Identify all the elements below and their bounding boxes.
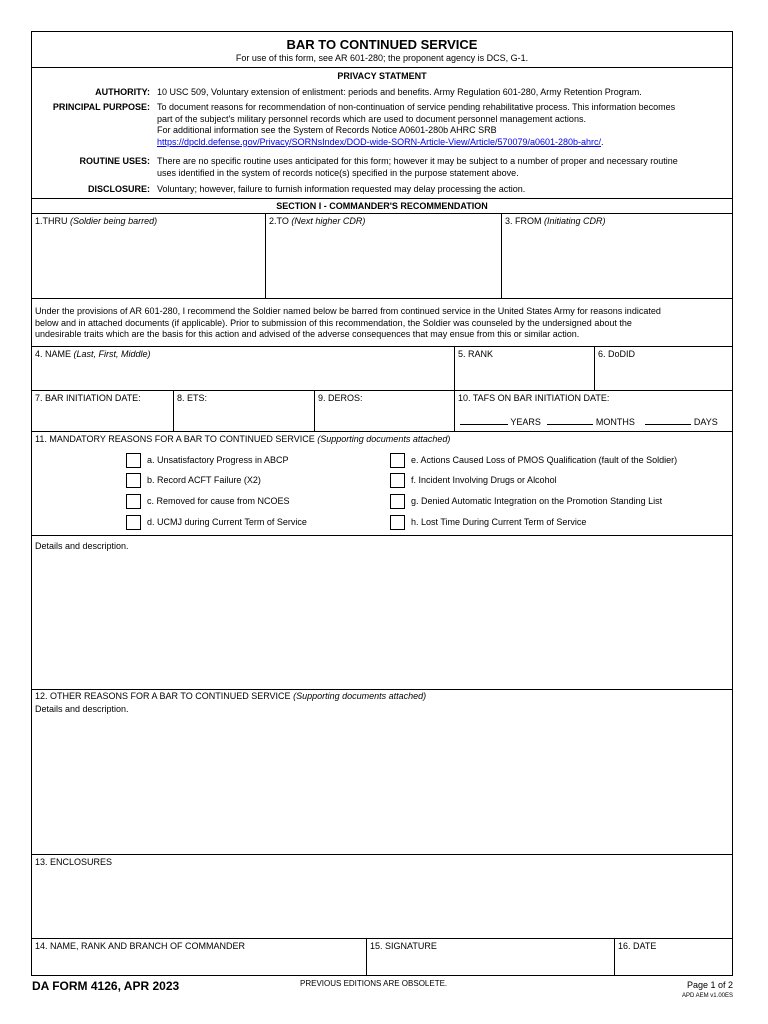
routine-line-2: uses identified in the system of records notice(s) specified in the purpose statement above. [157, 167, 519, 178]
tafs-label: 10. TAFS ON BAR INITIATION DATE: [458, 393, 610, 403]
bar-initiation-date-field[interactable] [32, 391, 173, 431]
reason-b-checkbox[interactable] [126, 473, 141, 488]
version-tag: APD AEM v1.00ES [681, 993, 733, 999]
other-reasons-label: 12. OTHER REASONS FOR A BAR TO CONTINUED SERVICE [35, 691, 291, 701]
from-field[interactable] [501, 214, 732, 298]
to-field[interactable] [265, 214, 501, 298]
tafs-months-input[interactable] [547, 415, 593, 425]
rank-label: 5. RANK [458, 349, 494, 359]
other-reasons-field[interactable] [32, 689, 732, 854]
page-number: Page 1 of 2 [686, 980, 733, 990]
reason-e-label: e. Actions Caused Loss of PMOS Qualification (fault of the Soldier) [411, 455, 678, 465]
form-title: BAR TO CONTINUED SERVICE [286, 37, 478, 52]
routine-uses-label: ROUTINE USES: [79, 156, 150, 166]
thru-hint: (Soldier being barred) [70, 216, 158, 226]
routing-row [32, 213, 732, 298]
from-label: 3. FROM [505, 216, 542, 226]
reason-f-label: f. Incident Involving Drugs or Alcohol [411, 475, 557, 485]
authority-text: 10 USC 509, Voluntary extension of enlistment: periods and benefits. Army Regulation 601-280, Army Retention Program. [157, 87, 642, 97]
tafs-years-input[interactable] [460, 415, 508, 425]
reason-a-label: a. Unsatisfactory Progress in ABCP [147, 455, 289, 465]
purpose-line-1: To document reasons for recommendation of non-continuation of service pending rehabilitative process. This information becomes [157, 102, 676, 112]
authority-label: AUTHORITY: [95, 87, 150, 97]
commander-field[interactable] [32, 939, 366, 975]
mandatory-reasons [32, 431, 732, 535]
signature-label: 15. SIGNATURE [370, 941, 437, 951]
years-label: YEARS [510, 417, 541, 427]
reason-b-label: b. Record ACFT Failure (X2) [147, 475, 261, 485]
disclosure-text: Voluntary; however, failure to furnish information requested may delay processing the action. [157, 184, 526, 194]
from-hint: (Initiating CDR) [544, 216, 606, 226]
name-row [32, 346, 732, 390]
privacy-heading: PRIVACY STATMENT [337, 71, 427, 81]
reason-f-checkbox[interactable] [390, 473, 405, 488]
other-details-label: Details and description. [35, 704, 129, 714]
deros-label: 9. DEROS: [318, 393, 363, 403]
commander-label: 14. NAME, RANK AND BRANCH OF COMMANDER [35, 941, 246, 951]
thru-label: 1.THRU [35, 216, 68, 226]
sorn-link[interactable]: https://dpcld.defense.gov/Privacy/SORNsIndex/DOD-wide-SORN-Article-View/Article/570079/a0601-280b-ahrc/ [157, 136, 602, 147]
details-label: Details and description. [35, 541, 129, 551]
form-subtitle: For use of this form, see AR 601-280; the proponent agency is DCS, G-1. [235, 53, 529, 63]
dodid-label: 6. DoDID [598, 349, 636, 359]
dates-row [32, 390, 732, 431]
tafs-days-input[interactable] [645, 415, 691, 425]
commander-row [32, 938, 732, 975]
section-1-heading: SECTION I - COMMANDER'S RECOMMENDATION [276, 201, 488, 211]
date-field[interactable] [614, 939, 732, 975]
name-field[interactable] [32, 347, 454, 390]
reason-g-label: g. Denied Automatic Integration on the Promotion Standing List [411, 496, 663, 506]
routine-uses-text [157, 156, 724, 179]
other-reasons-hint: (Supporting documents attached) [293, 691, 427, 701]
form-header [32, 32, 732, 67]
deros-field[interactable] [314, 391, 454, 431]
ets-label: 8. ETS: [177, 393, 208, 403]
reason-d-checkbox[interactable] [126, 515, 141, 530]
routine-line-1: There are no specific routine uses anticipated for this form; however it may be subject to a number of proper and necessary routine [157, 156, 678, 166]
purpose-line-3: For additional information see the System of Records Notice A0601-280b AHRC SRB [157, 125, 497, 135]
reason-d-label: d. UCMJ during Current Term of Service [147, 517, 307, 527]
provision-line-3: undesirable traits which are the basis for this action and advised of the adverse consequences that may ensue from this or similar action. [35, 329, 580, 339]
mandatory-hint: (Supporting documents attached) [317, 434, 451, 444]
name-hint: (Last, First, Middle) [73, 349, 151, 359]
reason-g-checkbox[interactable] [390, 494, 405, 509]
signature-field[interactable] [366, 939, 614, 975]
dodid-field[interactable] [594, 347, 732, 390]
provision-line-1: Under the provisions of AR 601-280, I recommend the Soldier named below be barred from continued service in the United States Army for reasons indicated [35, 306, 661, 316]
obsolete-notice: PREVIOUS EDITIONS ARE OBSOLETE. [300, 979, 448, 988]
reason-c-checkbox[interactable] [126, 494, 141, 509]
name-label: 4. NAME [35, 349, 72, 359]
section-1-heading-row [32, 198, 732, 213]
mandatory-details-field[interactable] [32, 535, 732, 689]
date-label: 16. DATE [618, 941, 657, 951]
bar-initiation-date-label: 7. BAR INITIATION DATE: [35, 393, 141, 403]
ets-field[interactable] [173, 391, 314, 431]
disclosure-label: DISCLOSURE: [87, 184, 150, 194]
days-label: DAYS [693, 417, 718, 427]
purpose-label: PRINCIPAL PURPOSE: [52, 102, 150, 112]
provision-line-2: below and in attached documents (if applicable). Prior to submission of this recommendation, the Soldier was counseled by the undersigned about the [35, 317, 632, 328]
reason-h-label: h. Lost Time During Current Term of Service [411, 517, 587, 527]
enclosures-field[interactable] [32, 854, 732, 938]
enclosures-label: 13. ENCLOSURES [35, 857, 113, 867]
provision-paragraph [32, 298, 732, 346]
mandatory-label: 11. MANDATORY REASONS FOR A BAR TO CONTINUED SERVICE [35, 434, 315, 444]
months-label: MONTHS [595, 417, 635, 427]
tafs-field [454, 391, 732, 431]
privacy-statement [32, 67, 732, 198]
form-id: DA FORM 4126, APR 2023 [32, 979, 180, 993]
purpose-line-2: part of the subject's military personnel records which are used to document personnel management actions. [157, 113, 586, 124]
rank-field[interactable] [454, 347, 594, 390]
purpose-text: To document reasons for recommendation of non-continuation of service pending rehabilitative process. This information becomes part of the subject's military personnel records which are used to document personnel management actions. For additional information see the System of Records Notice A0601-280b AHRC SRB https://dpcld.defense.gov/Privacy/SORNsIndex/DOD-wide-SORN-Article-View/Article/570079/a0601-280b-ahrc/. [157, 102, 724, 148]
tafs-inputs [460, 415, 718, 427]
reason-a-checkbox[interactable] [126, 453, 141, 468]
reason-c-label: c. Removed for cause from NCOES [147, 496, 290, 506]
reason-h-checkbox[interactable] [390, 515, 405, 530]
reason-e-checkbox[interactable] [390, 453, 405, 468]
to-hint: (Next higher CDR) [291, 216, 366, 226]
to-label: 2.TO [269, 216, 289, 226]
thru-field[interactable] [32, 214, 265, 298]
form-frame [31, 31, 733, 976]
